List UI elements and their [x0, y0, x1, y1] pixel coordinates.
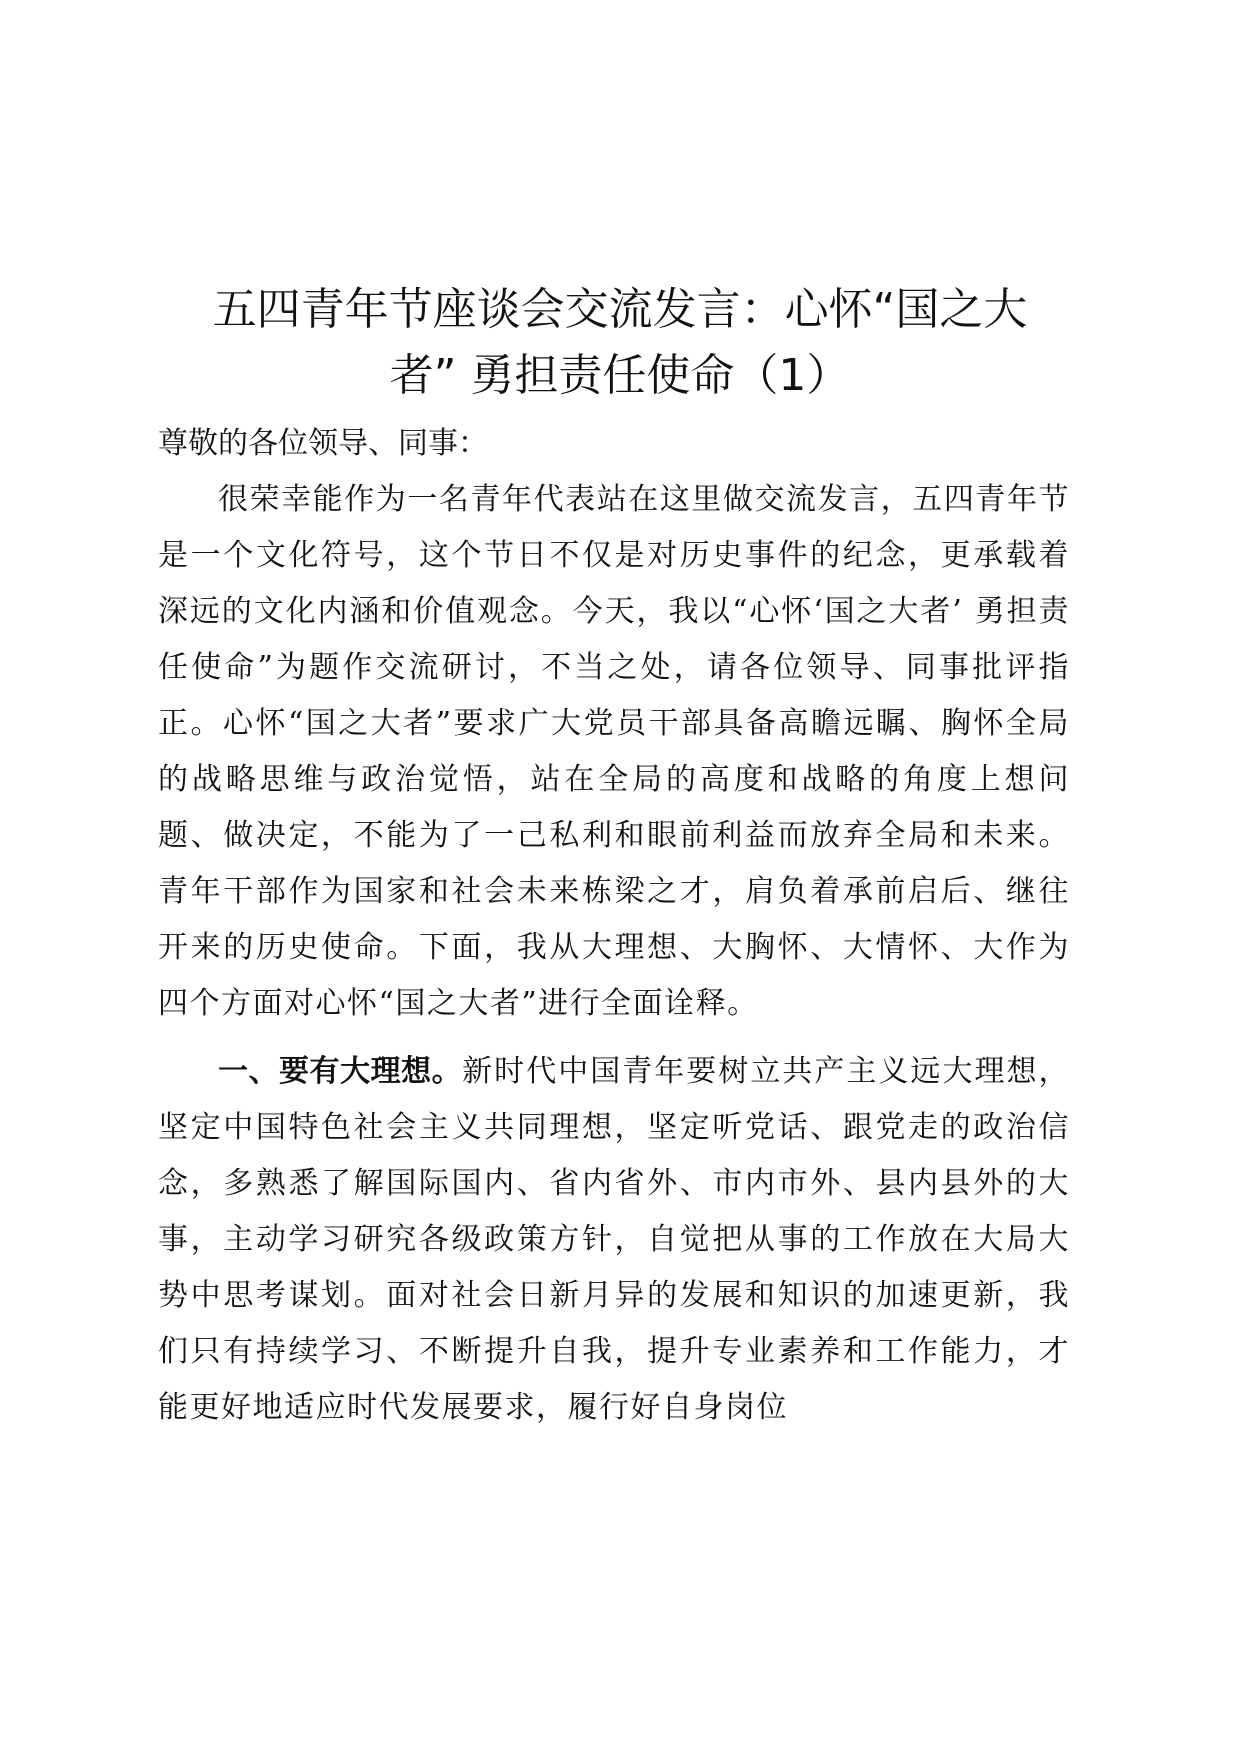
document-body	[158, 416, 1070, 1436]
title-line-1: 五四青年节座谈会交流发言：心怀“国之大	[212, 284, 1028, 336]
paragraph-intro: 很荣幸能作为一名青年代表站在这里做交流发言，五四青年节是一个文化符号，这个节日不仅是对历史事件的纪念，更承载着深远的文化内涵和价值观念。今天，我以“心怀‘国之大者’ 勇担责任使命”为题作交流研讨，不当之处，请各位领导、同事批评指正。心怀“国之大者”要求广大党员干部具备高瞻远瞩、胸怀全局的战略思维与政治觉悟，站在全局的高度和战略的角度上想问题、做决定，不能为了一己私利和眼前利益而放弃全局和未来。青年干部作为国家和社会未来栋梁之才，肩负着承前启后、继往开来的历史使命。下面，我从大理想、大胸怀、大情怀、大作为四个方面对心怀“国之大者”进行全面诠释。	[158, 482, 1070, 1021]
title-line-2: 者” 勇担责任使命（1）	[389, 350, 851, 402]
paragraph-section-1	[158, 1044, 1070, 1436]
salutation: 尊敬的各位领导、同事：	[158, 426, 488, 461]
document-title	[150, 277, 1090, 409]
section-1-heading: 一、要有大理想。	[218, 1054, 463, 1089]
section-1-text: 新时代中国青年要树立共产主义远大理想，坚定中国特色社会主义共同理想，坚定听党话、跟党走的政治信念，多熟悉了解国际国内、省内省外、市内市外、县内县外的大事，主动学习研究各级政策方针，自觉把从事的工作放在大局大势中思考谋划。面对社会日新月异的发展和知识的加速更新，我们只有持续学习、不断提升自我，提升专业素养和工作能力，才能更好地适应时代发展要求，履行好自身岗位	[158, 1054, 1071, 1425]
